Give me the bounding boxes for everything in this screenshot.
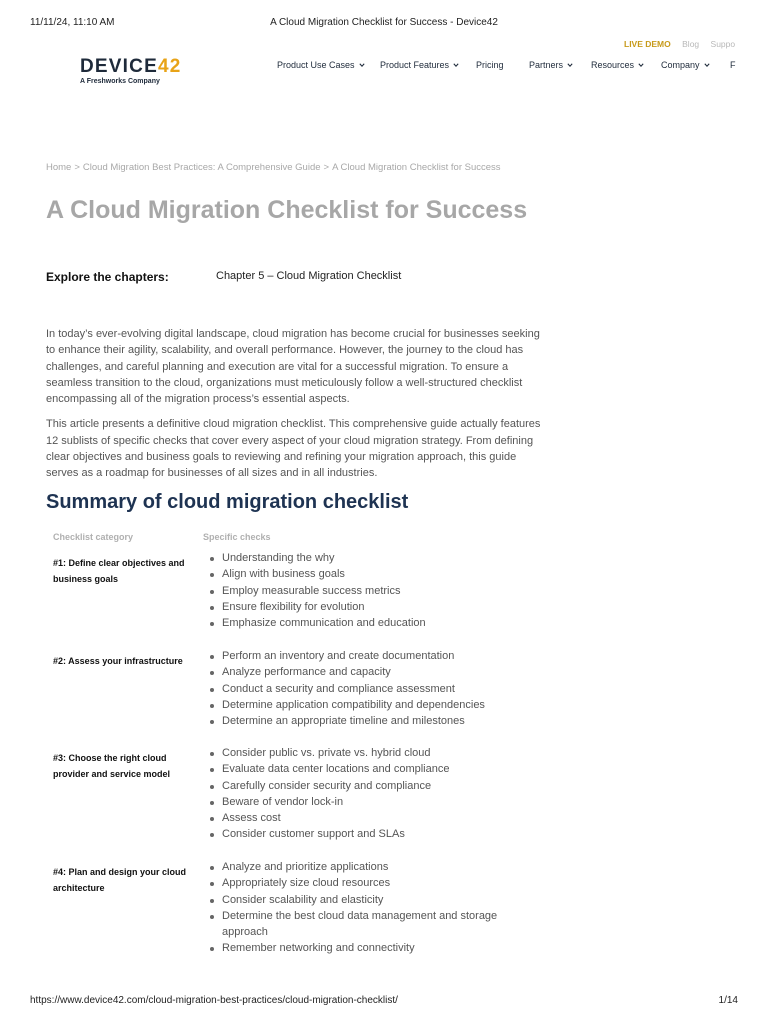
nav-item-company[interactable] bbox=[661, 60, 710, 70]
table-header bbox=[53, 532, 533, 550]
check-item: Consider public vs. private vs. hybrid cloud bbox=[208, 745, 533, 761]
breadcrumb-guide[interactable]: Cloud Migration Best Practices: A Comprehensive Guide bbox=[82, 162, 321, 173]
nav-item-truncated[interactable] bbox=[730, 60, 736, 70]
nav-label: Resources bbox=[591, 60, 635, 70]
support-link[interactable]: Suppo bbox=[710, 39, 736, 49]
row-category: #3: Choose the right cloud provider and service model bbox=[53, 753, 171, 779]
nav-item-partners[interactable] bbox=[529, 60, 573, 70]
check-item: Consider scalability and elasticity bbox=[208, 892, 533, 908]
table-row bbox=[53, 745, 533, 859]
print-page-title: A Cloud Migration Checklist for Success - Device42 bbox=[270, 17, 498, 28]
blog-link[interactable]: Blog bbox=[682, 39, 700, 49]
checklist-table bbox=[53, 532, 533, 959]
check-item: Conduct a security and compliance assessment bbox=[208, 681, 533, 697]
column-header-checks: Specific checks bbox=[203, 532, 271, 542]
nav-label: Pricing bbox=[476, 60, 504, 70]
nav-label: F bbox=[730, 60, 736, 70]
check-item: Remember networking and connectivity bbox=[208, 940, 533, 956]
check-item: Ensure flexibility for evolution bbox=[208, 599, 533, 615]
nav-item-pricing[interactable] bbox=[476, 60, 504, 70]
logo-word-main: DEVICE bbox=[80, 56, 158, 77]
nav-item-product-features[interactable] bbox=[380, 60, 459, 70]
check-list bbox=[208, 859, 533, 957]
check-item: Evaluate data center locations and compliance bbox=[208, 761, 533, 777]
check-item: Consider customer support and SLAs bbox=[208, 826, 533, 842]
page-title: A Cloud Migration Checklist for Success bbox=[46, 196, 528, 224]
column-header-category: Checklist category bbox=[53, 532, 134, 542]
print-url: https://www.device42.com/cloud-migration-best-practices/cloud-migration-checklist/ bbox=[30, 995, 398, 1006]
check-item: Employ measurable success metrics bbox=[208, 583, 533, 599]
breadcrumb-separator: > bbox=[323, 162, 330, 173]
summary-heading: Summary of cloud migration checklist bbox=[46, 491, 409, 513]
check-item: Determine the best cloud data management and storage approach bbox=[208, 908, 533, 941]
row-category: #1: Define clear objectives and business goals bbox=[53, 558, 185, 584]
logo-word-accent: 42 bbox=[157, 56, 182, 77]
check-item: Assess cost bbox=[208, 810, 533, 826]
utility-links bbox=[624, 39, 744, 49]
intro-paragraph: In today’s ever-evolving digital landscape, cloud migration has become crucial for businesses seeking to enhance their agility, scalability, and overall performance. However, the journey to the cloud has challenges, and careful planning and execution are vital for a successful migration. To ensure a seamless transition to the cloud, organizations must meticulously follow a well-structured checklist encompassing all of the migration process’s essential aspects. bbox=[46, 328, 540, 406]
table-row bbox=[53, 859, 533, 959]
chevron-down-icon bbox=[704, 62, 710, 68]
intro-text bbox=[46, 326, 551, 491]
breadcrumb bbox=[46, 162, 501, 173]
nav-item-product-use-cases[interactable] bbox=[277, 60, 365, 70]
print-page-number: 1/14 bbox=[718, 995, 738, 1006]
device42-logo[interactable] bbox=[80, 57, 182, 85]
check-item: Emphasize communication and education bbox=[208, 615, 533, 631]
check-item: Understanding the why bbox=[208, 550, 533, 566]
chapter-selector[interactable]: Chapter 5 – Cloud Migration Checklist bbox=[216, 270, 402, 282]
chevron-down-icon bbox=[567, 62, 573, 68]
intro-paragraph: This article presents a definitive cloud migration checklist. This comprehensive guide actually features 12 sublists of specific checks that cover every aspect of your cloud migration strategy. From defining clear objectives and business goals to reviewing and refining your migration approach, this guide serves as a roadmap for businesses of all sizes and in all industries. bbox=[46, 418, 541, 480]
nav-label: Product Use Cases bbox=[277, 60, 355, 70]
table-row bbox=[53, 550, 533, 648]
check-item: Analyze and prioritize applications bbox=[208, 859, 533, 875]
breadcrumb-separator: > bbox=[74, 162, 80, 173]
check-list bbox=[208, 648, 533, 729]
row-category: #4: Plan and design your cloud architecture bbox=[53, 867, 187, 893]
check-item: Beware of vendor lock-in bbox=[208, 794, 533, 810]
check-item: Align with business goals bbox=[208, 566, 533, 582]
check-list bbox=[208, 550, 533, 631]
breadcrumb-current: A Cloud Migration Checklist for Success bbox=[332, 162, 501, 173]
logo-wordmark bbox=[80, 57, 182, 77]
check-item: Perform an inventory and create documentation bbox=[208, 648, 533, 664]
row-category: #2: Assess your infrastructure bbox=[53, 656, 183, 666]
check-item: Appropriately size cloud resources bbox=[208, 875, 533, 891]
check-item: Determine an appropriate timeline and milestones bbox=[208, 713, 533, 729]
table-row bbox=[53, 648, 533, 745]
nav-item-resources[interactable] bbox=[591, 60, 644, 70]
live-demo-link[interactable]: LIVE DEMO bbox=[624, 39, 671, 49]
breadcrumb-home[interactable]: Home bbox=[46, 162, 72, 173]
check-item: Analyze performance and capacity bbox=[208, 664, 533, 680]
nav-label: Company bbox=[661, 60, 700, 70]
print-datetime: 11/11/24, 11:10 AM bbox=[30, 17, 115, 28]
check-list bbox=[208, 745, 533, 843]
chevron-down-icon bbox=[638, 62, 644, 68]
chevron-down-icon bbox=[453, 62, 459, 68]
check-item: Determine application compatibility and dependencies bbox=[208, 697, 533, 713]
chevron-down-icon bbox=[359, 62, 365, 68]
explore-chapters-label: Explore the chapters: bbox=[46, 270, 169, 284]
logo-tagline: A Freshworks Company bbox=[80, 78, 160, 85]
nav-label: Product Features bbox=[380, 60, 450, 70]
check-item: Carefully consider security and compliance bbox=[208, 778, 533, 794]
nav-label: Partners bbox=[529, 60, 564, 70]
